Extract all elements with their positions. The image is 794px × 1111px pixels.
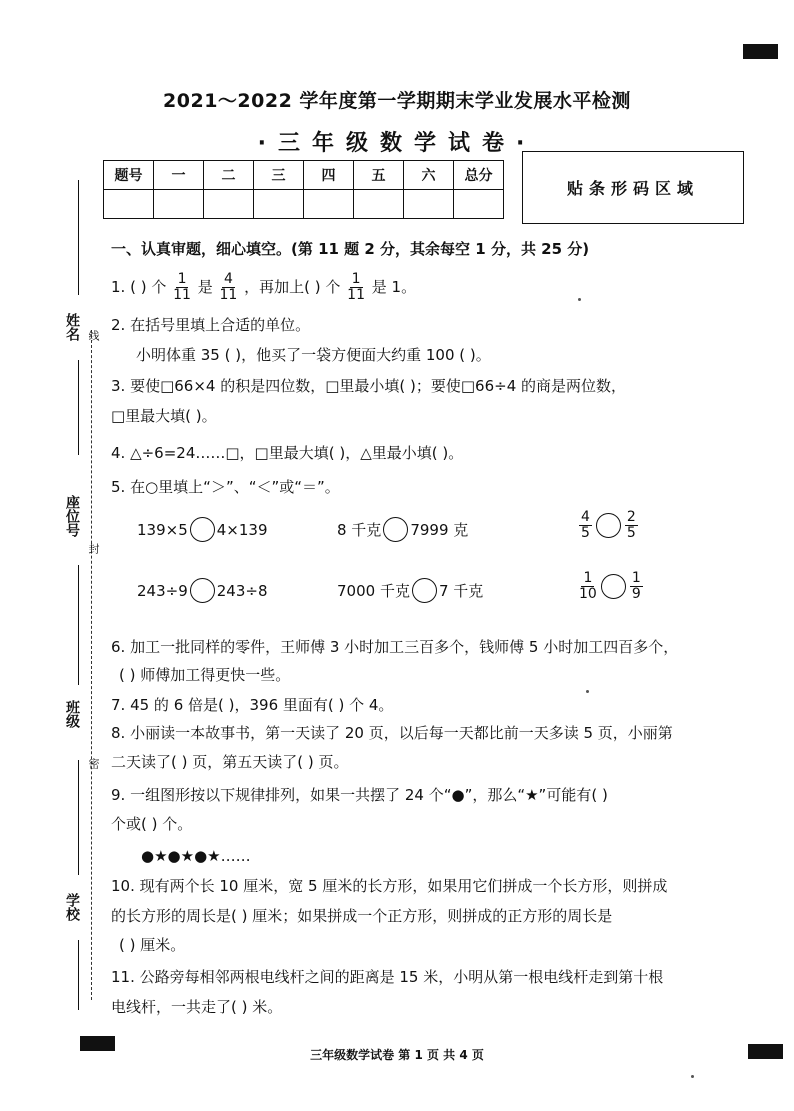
question-10-line-3: ( ) 厘米。 xyxy=(119,936,186,954)
compare-item-5 xyxy=(337,578,483,603)
numerator: 2 xyxy=(626,509,636,525)
question-11-line-2: 电线杆，一共走了( ) 米。 xyxy=(111,998,283,1016)
compare-right-fraction xyxy=(630,571,643,602)
seal-mark: 封 xyxy=(87,543,100,554)
scan-speck xyxy=(578,298,581,301)
denominator: 11 xyxy=(173,287,191,303)
compare-right: 7 千克 xyxy=(438,582,484,600)
question-8-line-2: 二天读了( ) 页，第五天读了( ) 页。 xyxy=(111,753,349,771)
compare-left: 243÷9 xyxy=(137,581,188,600)
score-blank-cell[interactable] xyxy=(254,190,304,219)
compare-left: 8 千克 xyxy=(337,521,382,539)
question-9-line-2: 个或( ) 个。 xyxy=(111,815,193,833)
cut-line xyxy=(91,330,92,1000)
q1-text-4: 是 1。 xyxy=(371,278,417,296)
answer-circle[interactable] xyxy=(601,574,626,599)
question-2-line-1: 2. 在括号里填上合适的单位。 xyxy=(111,316,311,334)
question-3-line-1: 3. 要使□66×4 的积是四位数，□里最小填( )；要使□66÷4 的商是两位数， xyxy=(111,377,627,395)
q1-text-1: 1. ( ) 个 xyxy=(111,278,167,296)
question-9-pattern: ●★●★●★…… xyxy=(141,847,251,865)
question-10-line-1: 10. 现有两个长 10 厘米，宽 5 厘米的长方形，如果用它们拼成一个长方形，则拼成 xyxy=(111,877,668,895)
numerator: 1 xyxy=(583,570,593,586)
score-header-cell: 二 xyxy=(204,161,254,190)
numerator: 1 xyxy=(351,271,361,287)
binding-line-2 xyxy=(78,360,79,455)
question-9-line-1: 9. 一组图形按以下规律排列，如果一共摆了 24 个“●”，那么“★”可能有( ) xyxy=(111,786,608,804)
question-7: 7. 45 的 6 倍是( )，396 里面有( ) 个 4。 xyxy=(111,696,394,714)
answer-circle[interactable] xyxy=(412,578,437,603)
section-1-title: 一、认真审题，细心填空。(第 11 题 2 分，其余每空 1 分，共 25 分) xyxy=(111,240,590,258)
score-header-cell: 总分 xyxy=(454,161,504,190)
score-blank-cell[interactable] xyxy=(354,190,404,219)
question-11-line-1: 11. 公路旁每相邻两根电线杆之间的距离是 15 米，小明从第一根电线杆走到第十根 xyxy=(111,968,664,986)
page-footer: 三年级数学试卷 第 1 页 共 4 页 xyxy=(310,1048,484,1062)
scan-speck xyxy=(691,1075,694,1078)
compare-item-6 xyxy=(577,571,645,602)
score-blank-cell[interactable] xyxy=(404,190,454,219)
binding-line-5 xyxy=(78,940,79,1010)
score-table-blank-row xyxy=(104,190,504,219)
exam-title: 2021～2022 学年度第一学期期末学业发展水平检测 xyxy=(163,90,631,112)
score-header-cell: 三 xyxy=(254,161,304,190)
numerator: 4 xyxy=(581,509,590,525)
denominator: 11 xyxy=(347,287,365,303)
compare-left-fraction xyxy=(579,510,592,541)
answer-circle[interactable] xyxy=(596,513,621,538)
compare-item-2 xyxy=(337,517,468,542)
name-label: 姓名 xyxy=(64,313,80,341)
exam-subtitle: ·三年级数学试卷· xyxy=(257,131,537,156)
class-label: 班级 xyxy=(64,700,80,728)
line-mark: 线 xyxy=(87,330,100,341)
question-5: 5. 在○里填上“＞”、“＜”或“＝”。 xyxy=(111,478,340,496)
compare-item-4 xyxy=(137,578,268,603)
numerator: 4 xyxy=(223,271,233,287)
score-table-header-row xyxy=(104,161,504,190)
seal-mark-2: 密 xyxy=(87,758,100,769)
q1-text-3: ，再加上( ) 个 xyxy=(244,278,341,296)
score-header-cell: 一 xyxy=(154,161,204,190)
compare-left: 139×5 xyxy=(137,520,188,539)
question-4: 4. △÷6=24……□，□里最大填( )，△里最小填( )。 xyxy=(111,444,464,462)
score-header-cell: 六 xyxy=(404,161,454,190)
compare-left-fraction xyxy=(579,571,597,602)
compare-left: 7000 千克 xyxy=(337,582,410,600)
binding-line-3 xyxy=(78,565,79,685)
compare-right: 4×139 xyxy=(216,520,268,539)
denominator: 5 xyxy=(626,525,636,541)
seat-label: 座位号 xyxy=(64,495,80,537)
answer-circle[interactable] xyxy=(190,517,215,542)
score-header-cell: 四 xyxy=(304,161,354,190)
question-6-line-1: 6. 加工一批同样的零件，王师傅 3 小时加工三百多个，钱师傅 5 小时加工四百多个， xyxy=(111,638,679,656)
question-2-line-2: 小明体重 35 ( )，他买了一袋方便面大约重 100 ( )。 xyxy=(136,346,491,364)
q1-fraction-3 xyxy=(347,272,365,303)
compare-right-fraction xyxy=(625,510,638,541)
binding-line-1 xyxy=(78,180,79,295)
question-3-line-2: □里最大填( )。 xyxy=(111,407,217,425)
score-blank-cell[interactable] xyxy=(154,190,204,219)
score-blank-cell[interactable] xyxy=(104,190,154,219)
registration-mark-top-right xyxy=(743,44,778,59)
question-8-line-1: 8. 小丽读一本故事书，第一天读了 20 页，以后每一天都比前一天多读 5 页，小丽第 xyxy=(111,724,673,742)
q1-fraction-2 xyxy=(220,272,238,303)
question-10-line-2: 的长方形的周长是( ) 厘米；如果拼成一个正方形，则拼成的正方形的周长是 xyxy=(111,907,613,925)
school-label: 学校 xyxy=(64,893,80,921)
denominator: 10 xyxy=(579,586,597,602)
denominator: 5 xyxy=(581,525,590,541)
q1-fraction-1 xyxy=(173,272,191,303)
answer-circle[interactable] xyxy=(383,517,408,542)
score-table xyxy=(103,160,504,219)
score-header-cell: 题号 xyxy=(104,161,154,190)
scan-speck xyxy=(586,690,589,693)
barcode-area: 贴条形码区域 xyxy=(522,151,744,224)
score-blank-cell[interactable] xyxy=(204,190,254,219)
compare-right: 243÷8 xyxy=(216,581,268,600)
question-1 xyxy=(111,271,416,303)
compare-item-3 xyxy=(577,510,640,541)
denominator: 11 xyxy=(219,287,238,303)
numerator: 1 xyxy=(631,570,641,586)
compare-item-1 xyxy=(137,517,268,542)
binding-line-4 xyxy=(78,760,79,875)
compare-right: 7999 克 xyxy=(410,521,469,539)
answer-circle[interactable] xyxy=(190,578,215,603)
score-blank-cell[interactable] xyxy=(304,190,354,219)
denominator: 9 xyxy=(631,586,641,602)
question-6-line-2: ( ) 师傅加工得更快一些。 xyxy=(119,666,291,684)
numerator: 1 xyxy=(177,271,187,287)
q1-text-2: 是 xyxy=(197,278,213,296)
score-blank-cell[interactable] xyxy=(454,190,504,219)
score-header-cell: 五 xyxy=(354,161,404,190)
